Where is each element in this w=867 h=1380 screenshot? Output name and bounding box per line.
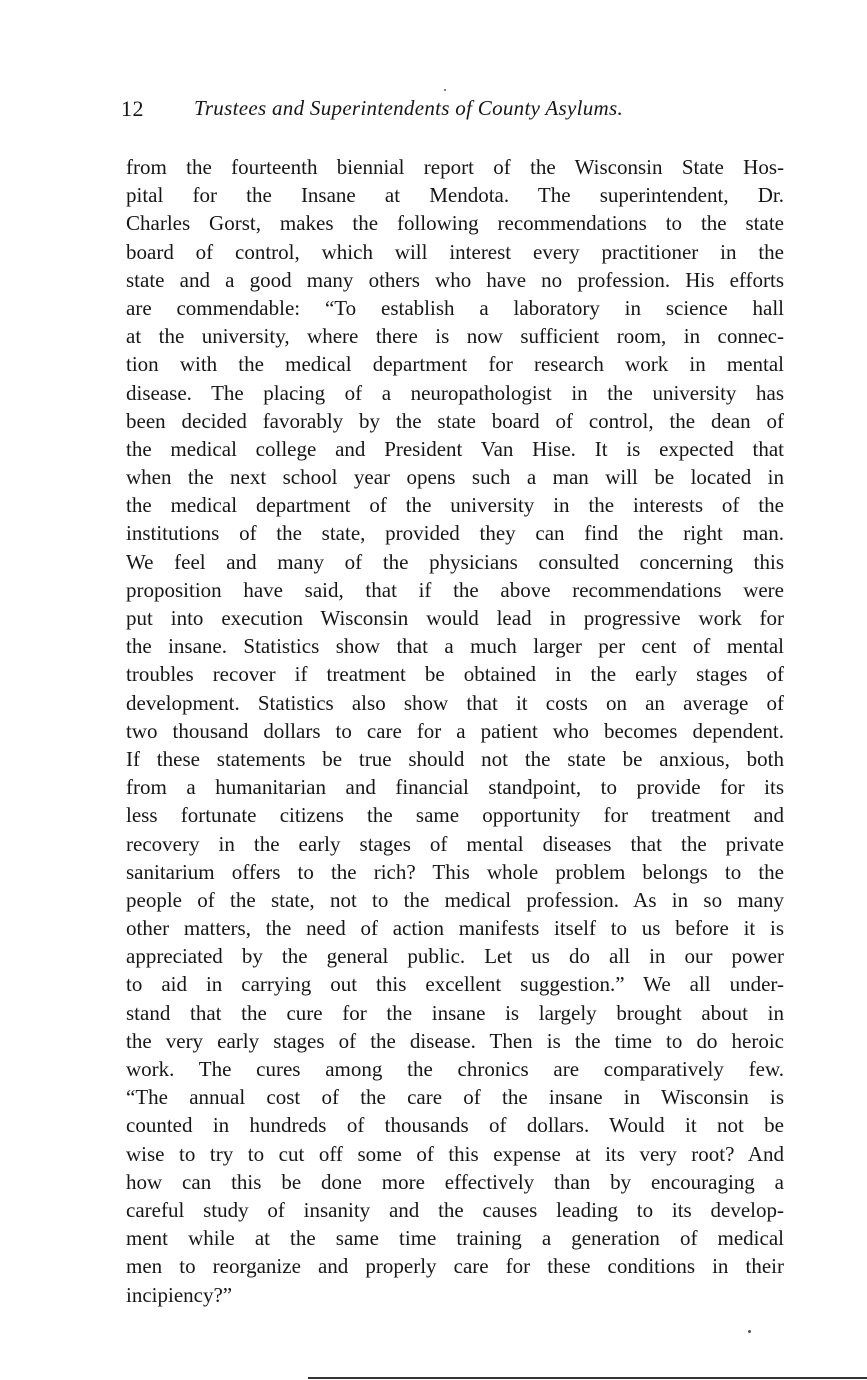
text-line: board of control, which will interest every practitioner in the	[126, 239, 784, 264]
text-line: disease. The placing of a neuropathologist in the university has	[126, 380, 784, 405]
text-line: If these statements be true should not the state be anxious, both	[126, 746, 784, 771]
text-line: work. The cures among the chronics are comparatively few.	[126, 1057, 784, 1081]
text-line: proposition have said, that if the above recommendations were	[126, 577, 784, 602]
text-line: recovery in the early stages of mental diseases that the private	[126, 831, 784, 856]
text-line: the medical college and President Van Hise. It is expected that	[126, 436, 784, 461]
text-line: at the university, where there is now sufficient room, in connec-	[126, 324, 784, 349]
text-line: the very early stages of the disease. Then is the time to do heroic	[126, 1028, 784, 1053]
text-line: troubles recover if treatment be obtained in the early stages of	[126, 662, 784, 687]
page-number: 12	[121, 96, 144, 121]
text-line: counted in hundreds of thousands of dollars. Would it not be	[126, 1113, 784, 1138]
text-line: other matters, the need of action manifests itself to us before it is	[126, 916, 784, 941]
text-line: from a humanitarian and financial standpoint, to provide for its	[126, 775, 784, 800]
text-line: incipiency?”	[126, 1282, 233, 1307]
text-line: to aid in carrying out this excellent suggestion.” We all under-	[126, 972, 784, 997]
text-line: men to reorganize and properly care for these conditions in their	[126, 1254, 784, 1279]
text-line: careful study of insanity and the causes leading to its develop-	[126, 1197, 784, 1222]
running-title: Trustees and Superintendents of County Asylums.	[194, 96, 624, 120]
text-line: people of the state, not to the medical profession. As in so many	[126, 887, 784, 912]
body-paragraph	[126, 153, 784, 1309]
text-line: sanitarium offers to the rich? This whole problem belongs to the	[126, 859, 784, 884]
text-line: appreciated by the general public. Let us do all in our power	[126, 944, 784, 969]
text-line: from the fourteenth biennial report of the Wisconsin State Hos-	[126, 155, 784, 179]
text-line: “The annual cost of the care of the insane in Wisconsin is	[126, 1085, 784, 1110]
text-line: development. Statistics also show that it costs on an average of	[126, 690, 784, 715]
text-line: put into execution Wisconsin would lead in progressive work for	[126, 606, 784, 630]
page-edge-rule	[308, 1377, 867, 1379]
text-line: two thousand dollars to care for a patient who becomes dependent.	[126, 718, 784, 743]
text-line: wise to try to cut off some of this expense at its very root? And	[126, 1141, 784, 1166]
text-line: the insane. Statistics show that a much larger per cent of mental	[126, 634, 784, 659]
text-line: how can this be done more effectively than by encouraging a	[126, 1169, 784, 1194]
text-line: Charles Gorst, makes the following recommendations to the state	[126, 211, 784, 236]
text-line: We feel and many of the physicians consulted concerning this	[126, 549, 784, 574]
text-line: tion with the medical department for research work in mental	[126, 352, 784, 377]
running-header	[0, 96, 867, 130]
text-line: been decided favorably by the state board of control, the dean of	[126, 408, 784, 433]
text-line: ment while at the same time training a generation of medical	[126, 1226, 784, 1251]
text-line: when the next school year opens such a man will be located in	[126, 465, 784, 490]
text-line: the medical department of the university in the interests of the	[126, 493, 784, 518]
text-line: less fortunate citizens the same opportunity for treatment and	[126, 803, 784, 828]
text-line: pital for the Insane at Mendota. The superintendent, Dr.	[126, 183, 784, 208]
text-line: state and a good many others who have no profession. His efforts	[126, 267, 784, 292]
scan-speck	[444, 89, 446, 91]
text-line: institutions of the state, provided they can find the right man.	[126, 521, 784, 546]
scan-speck	[748, 1330, 751, 1333]
text-line: are commendable: “To establish a laboratory in science hall	[126, 295, 784, 320]
text-line: stand that the cure for the insane is largely brought about in	[126, 1000, 784, 1025]
